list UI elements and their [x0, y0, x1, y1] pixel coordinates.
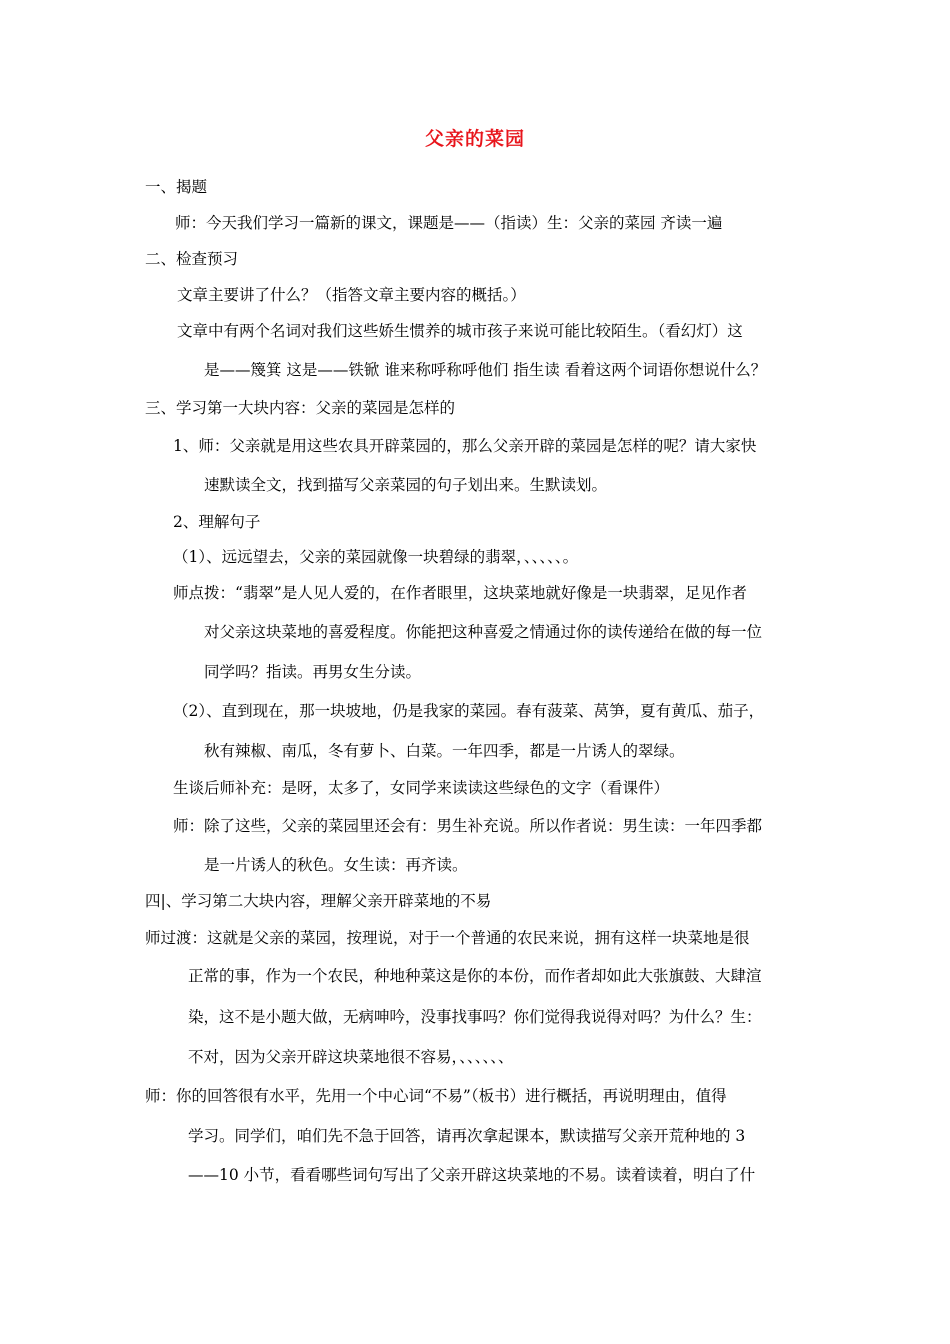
document-title: 父亲的菜园 — [424, 128, 525, 150]
paragraph-line: 对父亲这块菜地的喜爱程度。你能把这种喜爱之情通过你的读传递给在做的每一位 — [204, 623, 763, 641]
paragraph-line: 1、师：父亲就是用这些农具开辟菜园的，那么父亲开辟的菜园是怎样的呢？请大家快 — [173, 437, 757, 455]
paragraph-line: （2）、直到现在，那一块坡地，仍是我家的菜园。春有菠菜、莴笋，夏有黄瓜、茄子， — [173, 702, 765, 720]
paragraph-line: （1）、远远望去，父亲的菜园就像一块碧绿的翡翠，、、、、、。 — [173, 548, 579, 566]
section-heading-2: 二、检查预习 — [145, 250, 239, 268]
paragraph-line: 同学吗？指读。再男女生分读。 — [204, 663, 422, 681]
paragraph-line: ——10 小节，看看哪些词句写出了父亲开辟这块菜地的不易。读着读着，明白了什 — [188, 1166, 756, 1184]
paragraph-line: 师：除了这些，父亲的菜园里还会有：男生补充说。所以作者说：男生读：一年四季都 — [173, 817, 763, 835]
paragraph-line: 学习。同学们，咱们先不急于回答，请再次拿起课本，默读描写父亲开荒种地的 3 — [188, 1127, 746, 1145]
paragraph-line: 师点拨：“翡翠”是人见人爱的，在作者眼里，这块菜地就好像是一块翡翠，足见作者 — [173, 584, 747, 602]
section-heading-4: 四|、学习第二大块内容，理解父亲开辟菜地的不易 — [145, 892, 492, 910]
paragraph-line: 生谈后师补充：是呀，太多了，女同学来读读这些绿色的文字（看课件） — [173, 779, 670, 797]
subheading: 2、理解句子 — [173, 513, 261, 531]
section-heading-1: 一、揭题 — [145, 178, 208, 196]
paragraph-line: 是——篾箕 这是——铁锨 谁来称呼称呼他们 指生读 看着这两个词语你想说什么？ — [204, 361, 767, 379]
paragraph-line: 秋有辣椒、南瓜，冬有萝卜、白菜。一年四季，都是一片诱人的翠绿。 — [204, 742, 685, 760]
paragraph-line: 是一片诱人的秋色。女生读：再齐读。 — [204, 856, 468, 874]
paragraph-line: 文章主要讲了什么？（指答文章主要内容的概括。） — [177, 286, 526, 304]
paragraph-line: 师：今天我们学习一篇新的课文，课题是——（指读）生：父亲的菜园 齐读一遍 — [175, 214, 723, 232]
paragraph-line: 师过渡：这就是父亲的菜园，按理说，对于一个普通的农民来说，拥有这样一块菜地是很 — [145, 929, 750, 947]
paragraph-line: 染，这不是小题大做，无病呻吟，没事找事吗？你们觉得我说得对吗？为什么？生： — [188, 1008, 762, 1026]
paragraph-line: 不对，因为父亲开辟这块菜地很不容易，、、、、、、 — [188, 1048, 514, 1066]
paragraph-line: 文章中有两个名词对我们这些娇生惯养的城市孩子来说可能比较陌生。（看幻灯）这 — [177, 322, 743, 340]
section-heading-3: 三、学习第一大块内容：父亲的菜园是怎样的 — [145, 399, 456, 417]
paragraph-line: 速默读全文，找到描写父亲菜园的句子划出来。生默读划。 — [204, 476, 608, 494]
paragraph-line: 师：你的回答很有水平，先用一个中心词“不易”（板书）进行概括，再说明理由，值得 — [145, 1087, 727, 1105]
paragraph-line: 正常的事，作为一个农民，种地种菜这是你的本份，而作者却如此大张旗鼓、大肆渲 — [188, 967, 762, 985]
